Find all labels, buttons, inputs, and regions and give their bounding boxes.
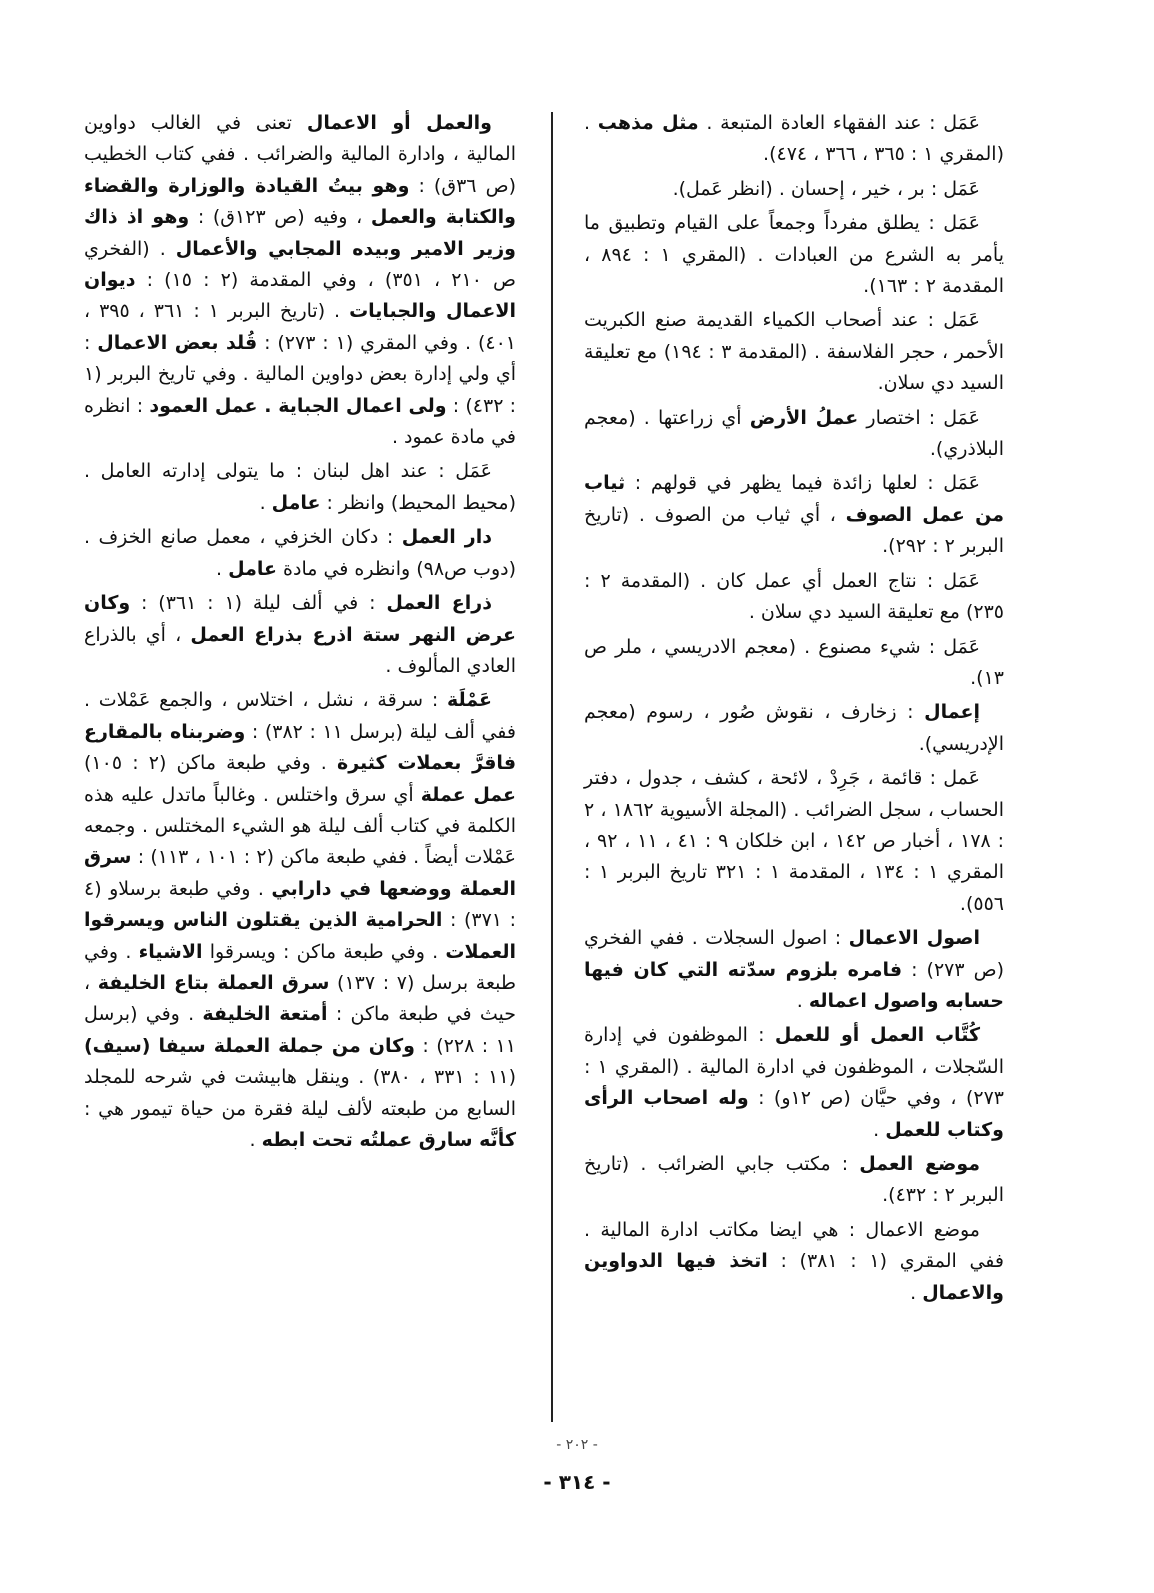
- entry: عَمَل : عند أصحاب الكمياء القديمة صنع الكبريت الأحمر ، حجر الفلاسفة . (المقدمة ٣ : ١٩٤) مع تعليقة السيد دي سلان.: [584, 309, 1004, 395]
- entry: اصول الاعمال : اصول السجلات . ففي الفخري (ص ٢٧٣) : فامره بلزوم سدّته التي كان فيها حسابه واصول اعماله .: [584, 927, 1004, 1012]
- page-number: - ٣١٤ -: [543, 1470, 611, 1494]
- entry: كُتَّاب العمل أو للعمل : الموظفون في إدارة السّجلات ، الموظفون في ادارة المالية . (المقري ١ : ٢٧٣) ، وفي حيَّان (ص ١٢و) : وله اصحاب الرأى وكتاب للعمل .: [584, 1024, 1004, 1141]
- left-column: [84, 108, 516, 1159]
- entry: عَمل : قائمة ، جَرِدْ ، لائحة ، كشف ، جدول ، دفتر الحساب ، سجل الضرائب . (المجلة الأسيوية ١٨٦٢ ، ٢ : ١٧٨ ، أخبار ص ١٤٢ ، ابن خلكان ٩ : ٤١ ، ١١ ، ٩٢ ، المقري ١ : ١٣٤ ، المقدمة ١ : ٣٢١ تاريخ البربر ١ : ٥٥٦).: [584, 767, 1005, 915]
- entry: عَمَل : يطلق مفرداً وجمعاً على القيام وتطبيق ما يأمر به الشرع من العبادات . (المقري ١ : ٨٩٤ ، المقدمة ٢ : ١٦٣).: [584, 212, 1005, 298]
- right-column: [584, 108, 1004, 1312]
- entry: عَمَل : نتاج العمل أي عمل كان . (المقدمة ٢ : ٢٣٥) مع تعليقة السيد دي سلان .: [584, 569, 1004, 624]
- entry: والعمل أو الاعمال تعنى في الغالب دواوين المالية ، وادارة المالية والضرائب . ففي كتاب الخطيب (ص ٣٦ق) : وهو بيتُ القيادة والوزارة والقضاء والكتابة والعمل ، وفيه (ص ١٢٣ق) : وهو اذ ذاك وزير الامير وبيده المجابي والأعمال . (الفخري ص ٢١٠ ، ٣٥١) ، وفي المقدمة (٢ : ١٥) : ديوان الاعمال والجبايات . (تاريخ البربر ١ : ٣٦١ ، ٣٩٥ ، ٤٠١) . وفي المقري (١ : ٢٧٣) : قُلد بعض الاعمال : أي ولي إدارة بعض دواوين المالية . وفي تاريخ البربر (١ : ٤٣٢) : ولى اعمال الجباية . عمل العمود : انظره في مادة عمود .: [84, 112, 516, 449]
- column-divider: [551, 112, 553, 1422]
- entry: عَمَل : عند الفقهاء العادة المتبعة . مثل مذهب . (المقري ١ : ٣٦٥ ، ٣٦٦ ، ٤٧٤).: [584, 112, 1004, 166]
- entry: عَمَل : شيء مصنوع . (معجم الادريسي ، ملر ص ١٣).: [584, 635, 1004, 689]
- entry: عَمَل : اختصار عملُ الأرض أي زراعتها . (معجم البلاذري).: [584, 406, 1004, 461]
- entry: عَمْلَة : سرقة ، نشل ، اختلاس ، والجمع عَمْلات . ففي ألف ليلة (برسل ١١ : ٣٨٢) : وضربناه بالمقارع فاقرَّ بعملات كثيرة . وفي طبعة ماكن (٢ : ١٠٥) عمل عملة أي سرق واختلس . وغالباً ماتدل عليه هذه الكلمة في كتاب ألف ليلة هو الشيء المختلس . وجمعه عَمْلات أيضاً . ففي طبعة ماكن (٢ : ١٠١ ، ١١٣) : سرق العملة ووضعها في دارابي . وفي طبعة برسلاو (٤ : ٣٧١) : الحرامية الذين يقتلون الناس ويسرقوا العملات . وفي طبعة ماكن : ويسرقوا الاشياء . وفي طبعة برسل (٧ : ١٣٧) سرق العملة بتاع الخليفة ، حيث في طبعة ماكن : أمتعة الخليفة . وفي (برسل ١١ : ٢٢٨) : وكان من جملة العملة سيفا (سيف) (١١ : ٣٣١ ، ٣٨٠) . وينقل هابيشت في شرحه للمجلد السابع من طبعته لألف ليلة فقرة من حياة تيمور هي : كأنَّه سارق عملتُه تحت ابطه .: [84, 689, 517, 1151]
- original-page-number: - ٢٠٢ -: [556, 1437, 598, 1453]
- entry: ذراع العمل : في ألف ليلة (١ : ٣٦١) : وكان عرض النهر ستة اذرع بذراع العمل ، أي بالذراع العادي المألوف .: [84, 592, 516, 677]
- entry: عَمَل : عند اهل لبنان : ما يتولى إدارته العامل . (محيط المحيط) وانظر : عامل .: [84, 460, 516, 514]
- entry: عَمَل : لعلها زائدة فيما يظهر في قولهم : ثياب من عمل الصوف ، أي ثياب من الصوف . (تاريخ البربر ٢ : ٢٩٢).: [584, 472, 1005, 558]
- entry: إعمال : زخارف ، نقوش صُور ، رسوم (معجم الإدريسي).: [584, 701, 1004, 755]
- entry: موضع الاعمال : هي ايضا مكاتب ادارة المالية . ففي المقري (١ : ٣٨١) : اتخذ فيها الدواوين والاعمال .: [584, 1218, 1004, 1304]
- entry: موضع العمل : مكتب جابي الضرائب . (تاريخ البربر ٢ : ٤٣٢).: [584, 1153, 1004, 1207]
- entry: دار العمل : دكان الخزفي ، معمل صانع الخزف . (دوب ص٩٨) وانظره في مادة عامل .: [84, 526, 516, 580]
- entry: عَمَل : بر ، خير ، إحسان . (انظر عَمل).: [672, 177, 980, 200]
